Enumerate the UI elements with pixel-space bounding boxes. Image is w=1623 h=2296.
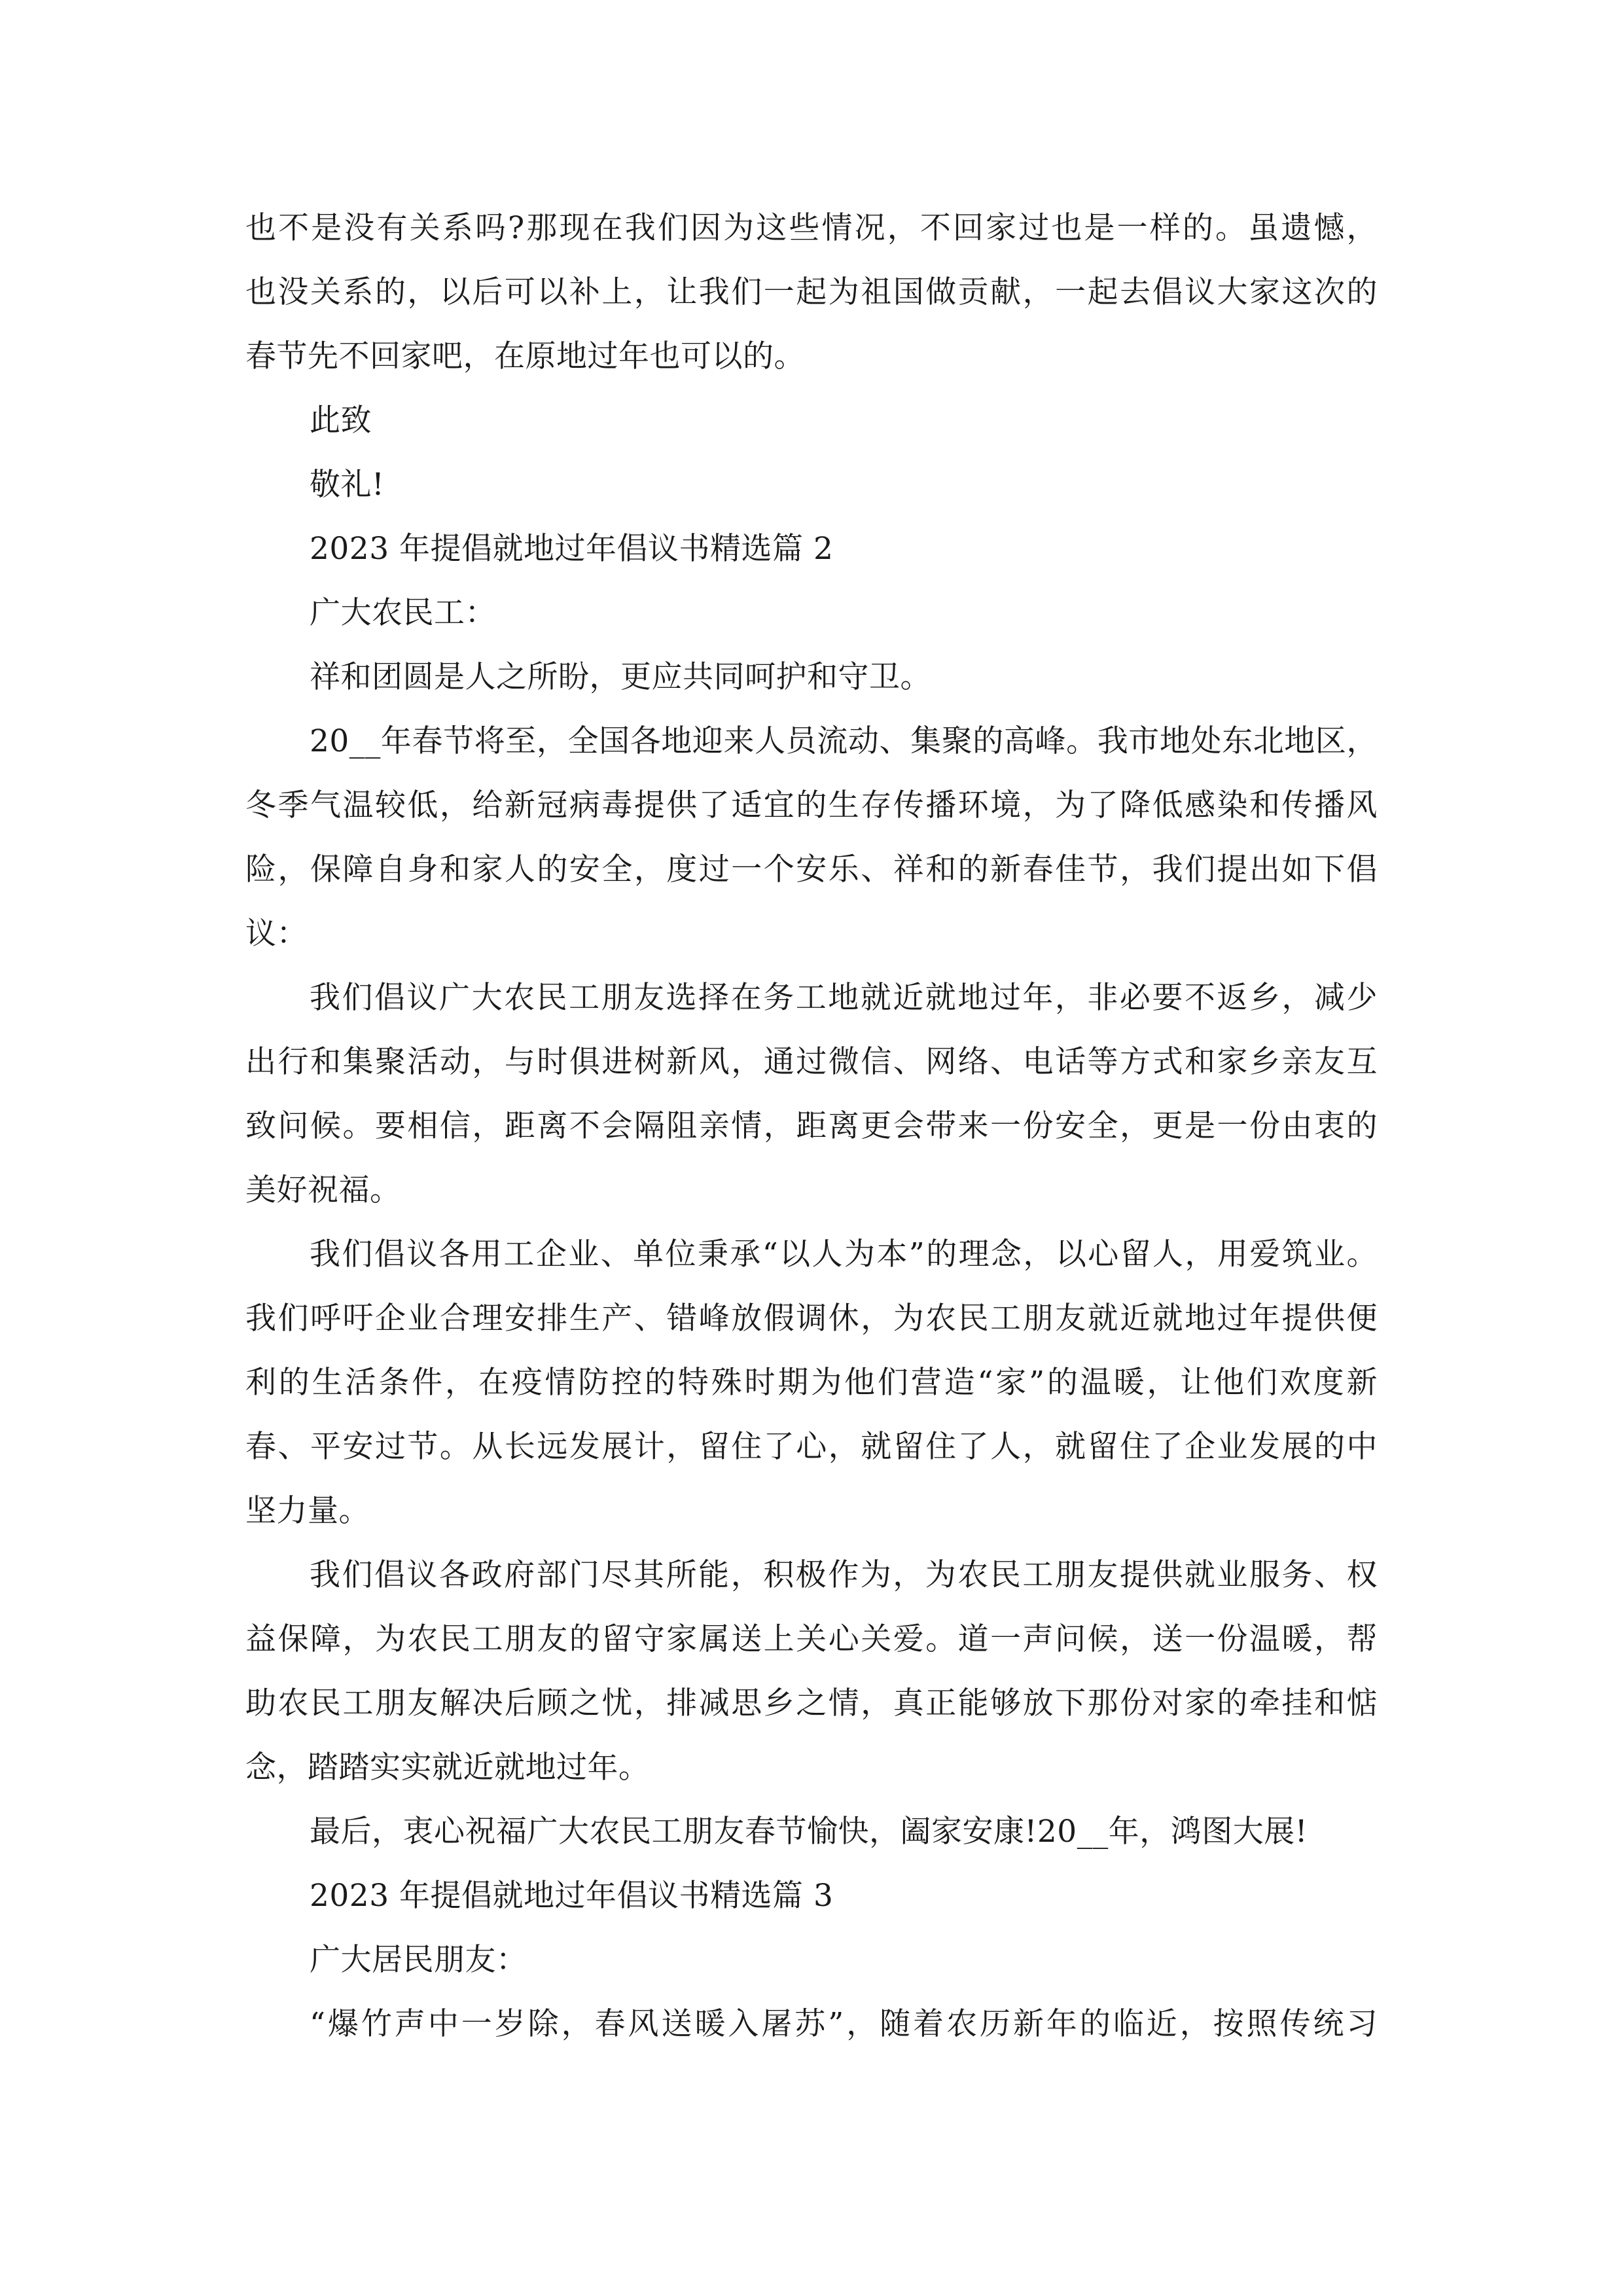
- salutation: 广大居民朋友：: [310, 1942, 527, 1978]
- paragraph-line: 益保障，为农民工朋友的留守家属送上关心关爱。道一声问候，送一份温暖，帮: [245, 1621, 1378, 1657]
- paragraph-line: 我们倡议各政府部门尽其所能，积极作为，为农民工朋友提供就业服务、权: [310, 1557, 1378, 1593]
- closing-line: 敬礼!: [310, 467, 385, 503]
- paragraph-line: 坚力量。: [245, 1493, 370, 1529]
- paragraph-line: 祥和团圆是人之所盼，更应共同呵护和守卫。: [310, 659, 931, 695]
- paragraph-line: 我们倡议各用工企业、单位秉承“以人为本”的理念，以心留人，用爱筑业。: [310, 1236, 1378, 1272]
- paragraph-line: 我们倡议广大农民工朋友选择在务工地就近就地过年，非必要不返乡，减少: [310, 980, 1378, 1016]
- paragraph-line: 险，保障自身和家人的安全，度过一个安乐、祥和的新春佳节，我们提出如下倡: [245, 852, 1378, 888]
- paragraph-line: 议：: [245, 916, 308, 952]
- paragraph-line: 助农民工朋友解决后顾之忧，排减思乡之情，真正能够放下那份对家的牵挂和惦: [245, 1685, 1378, 1721]
- paragraph-line: 春、平安过节。从长远发展计，留住了心，就留住了人，就留住了企业发展的中: [245, 1429, 1378, 1465]
- document-body: [245, 196, 1378, 2056]
- paragraph-line: 出行和集聚活动，与时俱进树新风，通过微信、网络、电话等方式和家乡亲友互: [245, 1044, 1378, 1080]
- salutation: 广大农民工：: [310, 595, 496, 631]
- paragraph-line: 也没关系的，以后可以补上，让我们一起为祖国做贡献，一起去倡议大家这次的: [245, 274, 1378, 310]
- paragraph-line: 也不是没有关系吗?那现在我们因为这些情况，不回家过也是一样的。虽遗憾，: [245, 210, 1378, 246]
- paragraph-line: 念，踏踏实实就近就地过年。: [245, 1749, 650, 1785]
- paragraph-line: 致问候。要相信，距离不会隔阻亲情，距离更会带来一份安全，更是一份由衷的: [245, 1108, 1378, 1144]
- section-heading: 2023 年提倡就地过年倡议书精选篇 3: [310, 1878, 834, 1914]
- paragraph-line: “爆竹声中一岁除，春风送暖入屠苏”，随着农历新年的临近，按照传统习: [310, 2006, 1378, 2042]
- paragraph-line: 利的生活条件，在疫情防控的特殊时期为他们营造“家”的温暖，让他们欢度新: [245, 1365, 1378, 1401]
- closing-line: 此致: [310, 403, 372, 439]
- paragraph-line: 美好祝福。: [245, 1172, 401, 1208]
- paragraph-line: 春节先不回家吧，在原地过年也可以的。: [245, 338, 805, 374]
- paragraph-line: 最后，衷心祝福广大农民工朋友春节愉快，阖家安康!20__年，鸿图大展!: [310, 1814, 1308, 1850]
- paragraph-line: 冬季气温较低，给新冠病毒提供了适宜的生存传播环境，为了降低感染和传播风: [245, 787, 1378, 823]
- paragraph-line: 20__年春节将至，全国各地迎来人员流动、集聚的高峰。我市地处东北地区，: [310, 723, 1378, 759]
- section-heading: 2023 年提倡就地过年倡议书精选篇 2: [310, 531, 834, 567]
- paragraph-line: 我们呼吁企业合理安排生产、错峰放假调休，为农民工朋友就近就地过年提供便: [245, 1300, 1378, 1336]
